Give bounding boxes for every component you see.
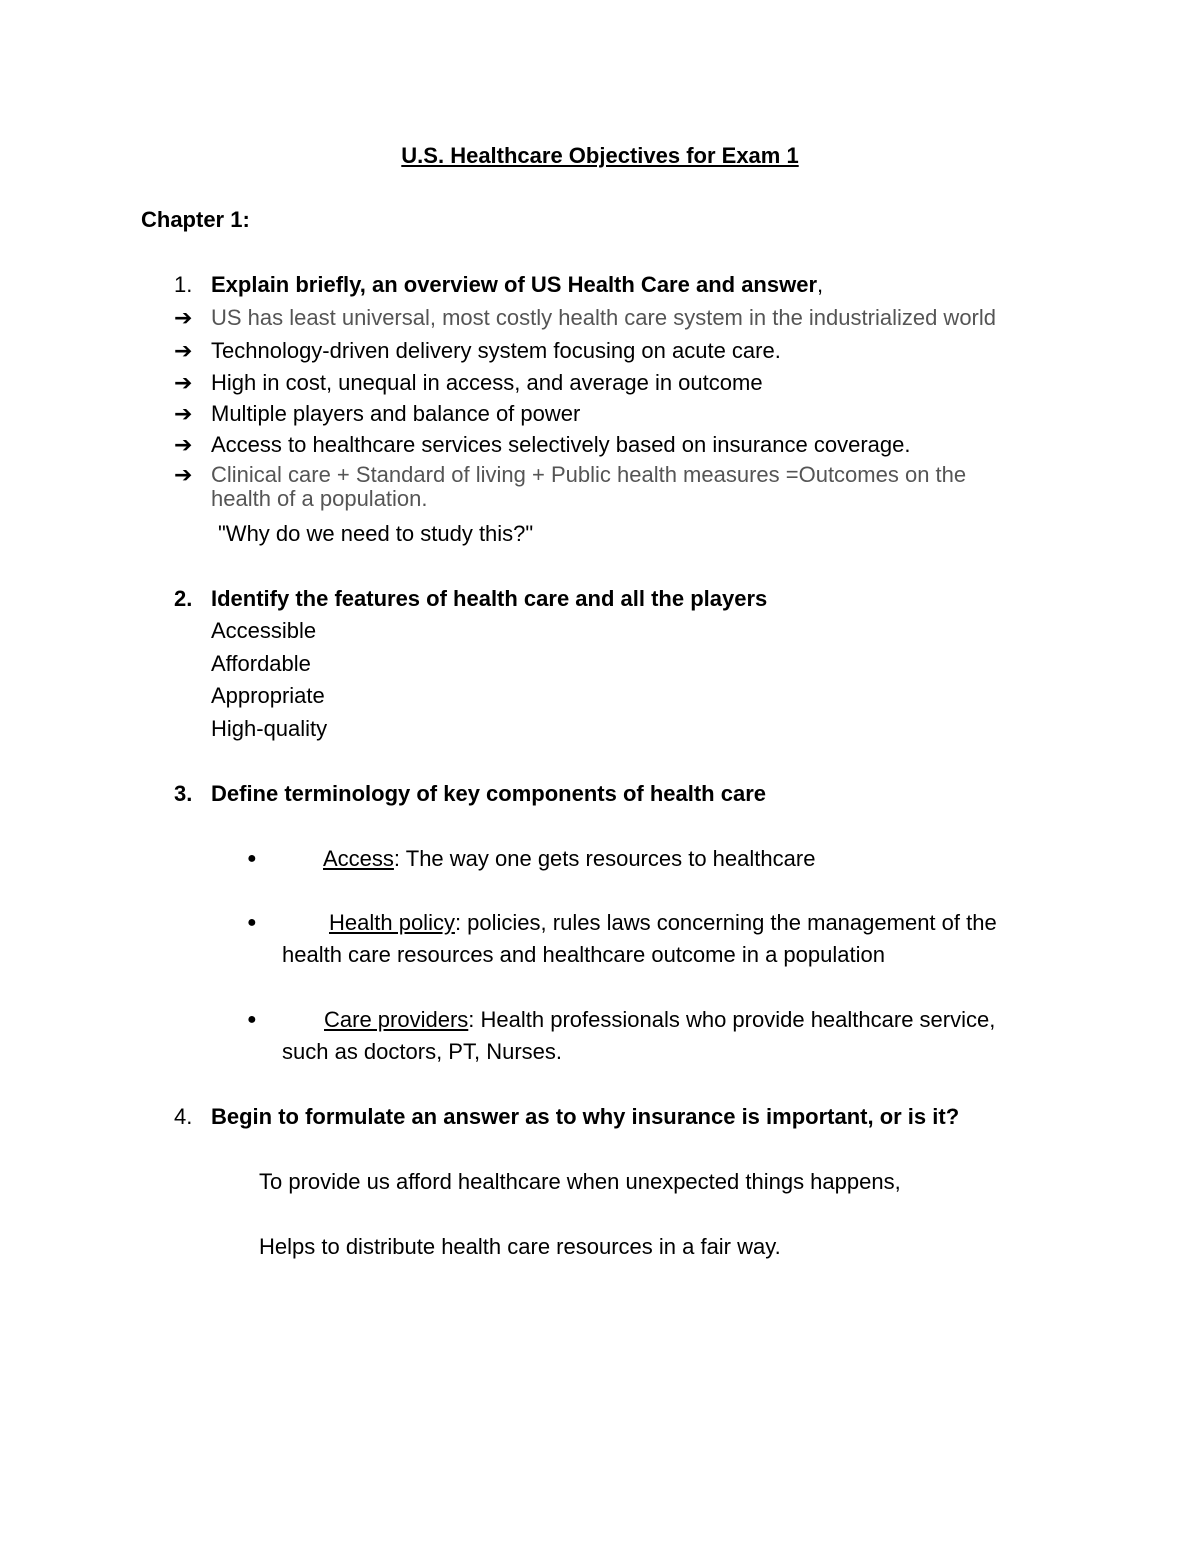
q3-heading: Define terminology of key components of health care [211,781,766,806]
bullet-icon: ● [247,1011,257,1028]
q1-point-continuation: health of a population. [211,486,428,511]
q3-term: Access [323,846,394,871]
q2-feature: Accessible [211,618,317,643]
q3-term-line [329,910,997,936]
q1-heading-trail: , [817,272,824,297]
q1-point: High in cost, unequal in access, and average in outcome [211,370,763,395]
q3-term-line [324,1007,995,1033]
q3-term-line [323,846,815,872]
q3-term: Health policy [329,910,455,935]
arrow-icon: ➔ [174,305,193,330]
q3-definition: : Health professionals who provide healthcare service, [468,1007,996,1032]
arrow-icon: ➔ [174,462,193,487]
arrow-icon: ➔ [174,432,193,457]
q2-heading: Identify the features of health care and all the players [211,586,768,611]
q1-heading: Explain briefly, an overview of US Health Care and answer [211,272,818,297]
q3-definition-continuation: such as doctors, PT, Nurses. [282,1039,562,1064]
chapter-heading: Chapter 1: [141,207,250,232]
q1-quote: "Why do we need to study this?" [218,521,534,546]
q2-feature: High-quality [211,716,328,741]
arrow-icon: ➔ [174,370,193,395]
q2-feature: Appropriate [211,683,325,708]
q4-answer: To provide us afford healthcare when unexpected things happens, [259,1169,901,1194]
q1-point: Clinical care + Standard of living + Public health measures =Outcomes on the [211,462,967,487]
q3-term: Care providers [324,1007,469,1032]
arrow-icon: ➔ [174,338,193,363]
arrow-icon: ➔ [174,401,193,426]
q1-heading-line [211,272,823,298]
q1-number: 1. [174,272,193,297]
q4-heading: Begin to formulate an answer as to why insurance is important, or is it? [211,1104,960,1129]
page-title: U.S. Healthcare Objectives for Exam 1 [401,143,799,168]
q3-number: 3. [174,781,193,806]
q1-point: US has least universal, most costly health care system in the industrialized world [211,305,997,330]
q4-answer: Helps to distribute health care resources in a fair way. [259,1234,781,1259]
bullet-icon: ● [247,914,257,931]
q1-point: Multiple players and balance of power [211,401,581,426]
q2-number: 2. [174,586,193,611]
q3-definition-continuation: health care resources and healthcare outcome in a population [282,942,885,967]
q1-point: Technology-driven delivery system focusing on acute care. [211,338,781,363]
q1-point: Access to healthcare services selectively based on insurance coverage. [211,432,911,457]
q4-number: 4. [174,1104,193,1129]
q3-definition: : The way one gets resources to healthcare [393,846,816,871]
bullet-icon: ● [247,850,257,867]
q3-definition: : policies, rules laws concerning the management of the [454,910,997,935]
q2-feature: Affordable [211,651,311,676]
